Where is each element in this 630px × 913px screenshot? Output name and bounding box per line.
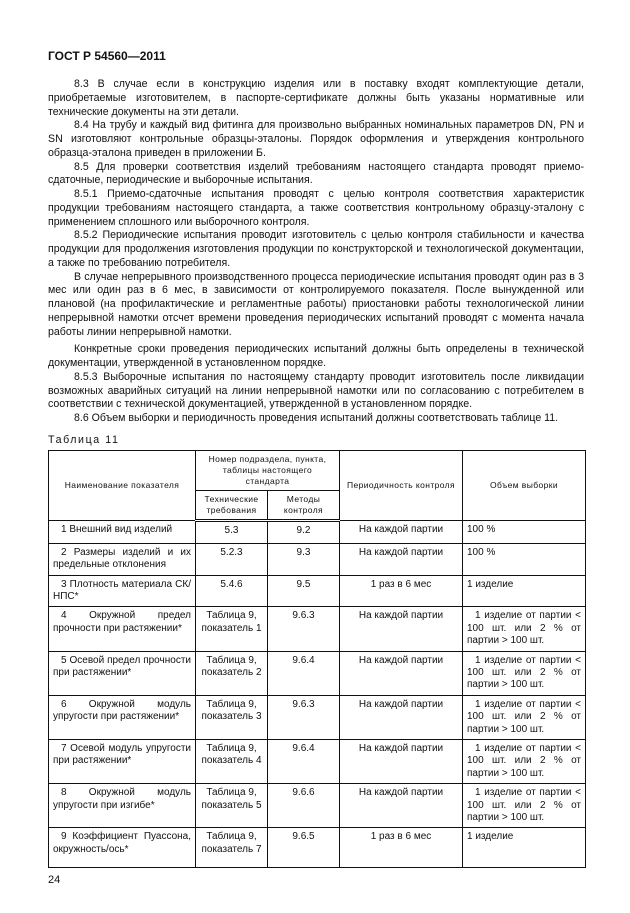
cell-name: 7 Осевой модуль упругости при растяжении* <box>49 740 196 784</box>
cell-sample: 1 изделие от партии < 100 шт. или 2 % от партии > 100 шт. <box>463 784 586 828</box>
cell-sample: 100 % <box>463 543 586 575</box>
paragraph-continuous-process: В случае непрерывного производственного процесса периодические испытания проводят один раз в 3 мес или один раз в 6 мес, в зависимости от контролируемого показателя. После вынужденной или плановой (на профилактические и регламентные работы) приостановки работы технологической линии непрерывной намотки отсчет времени проведения периодических испытаний проводят с момента начала работы линии непрерывной намотки. <box>48 270 584 338</box>
cell-name: 5 Осевой предел прочности при растяжении* <box>49 651 196 695</box>
cell-name: 3 Плотность материала СК/НПС* <box>49 575 196 607</box>
cell-tech-req: Таблица 9, показатель 4 <box>196 740 268 784</box>
cell-method: 9.5 <box>268 575 340 607</box>
table-row <box>49 543 586 575</box>
table-row <box>49 784 586 828</box>
paragraph-8-5-3: 8.5.3 Выборочные испытания по настоящему стандарту проводит изготовитель после ликвидации возможных аварийных ситуаций на линии непрерывной намотки или по согласованию с потребителем в соответствии с технической документацией, утвержденной в установленном порядке. <box>48 370 584 411</box>
page-number: 24 <box>48 874 61 887</box>
cell-method: 9.2 <box>268 520 340 543</box>
header-sample: Объем выборки <box>463 450 586 520</box>
cell-method: 9.6.3 <box>268 695 340 739</box>
cell-name: 6 Окружной модуль упругости при растяжении* <box>49 695 196 739</box>
header-periodicity: Периодичность контроля <box>340 450 463 520</box>
cell-periodicity: На каждой партии <box>340 607 463 651</box>
table-row <box>49 575 586 607</box>
table-row <box>49 607 586 651</box>
cell-method: 9.6.4 <box>268 740 340 784</box>
cell-sample: 1 изделие <box>463 575 586 607</box>
cell-tech-req: Таблица 9, показатель 5 <box>196 784 268 828</box>
table-row <box>49 740 586 784</box>
cell-name: 9 Коэффициент Пуассона, окружность/ось* <box>49 828 196 868</box>
paragraph-8-6: 8.6 Объем выборки и периодичность проведения испытаний должны соответствовать таблице 11. <box>74 412 559 424</box>
table-row <box>49 828 586 868</box>
cell-name: 1 Внешний вид изделий <box>49 520 196 543</box>
table-row <box>49 520 586 543</box>
cell-name: 8 Окружной модуль упругости при изгибе* <box>49 784 196 828</box>
header-section-group: Номер подраздела, пункта, таблицы настоящего стандарта <box>196 450 340 490</box>
cell-sample: 1 изделие от партии < 100 шт. или 2 % от партии > 100 шт. <box>463 607 586 651</box>
cell-name: 2 Размеры изделий и их предельные отклонения <box>49 543 196 575</box>
paragraph-8-5: 8.5 Для проверки соответствия изделий требованиям настоящего стандарта проводят приемо-сдаточные, периодические и выборочные испытания. <box>48 160 584 187</box>
cell-periodicity: На каждой партии <box>340 543 463 575</box>
header-methods: Методы контроля <box>268 490 340 520</box>
cell-tech-req: 5.4.6 <box>196 575 268 607</box>
header-tech-req: Технические требования <box>196 490 268 520</box>
cell-tech-req: Таблица 9, показатель 3 <box>196 695 268 739</box>
cell-sample: 1 изделие от партии < 100 шт. или 2 % от партии > 100 шт. <box>463 695 586 739</box>
table-row <box>49 651 586 695</box>
cell-sample: 1 изделие <box>463 828 586 868</box>
paragraph-8-3: 8.3 В случае если в конструкцию изделия или в поставку входят комплектующие детали, приобретаемые изготовителем, в паспорте-сертификате должны быть указаны нормативные или технические документы на эти детали. <box>48 78 584 118</box>
cell-method: 9.3 <box>268 543 340 575</box>
cell-periodicity: 1 раз в 6 мес <box>340 575 463 607</box>
cell-method: 9.6.4 <box>268 651 340 695</box>
cell-periodicity: На каждой партии <box>340 651 463 695</box>
cell-method: 9.6.3 <box>268 607 340 651</box>
cell-periodicity: На каждой партии <box>340 784 463 828</box>
cell-sample: 1 изделие от партии < 100 шт. или 2 % от партии > 100 шт. <box>463 651 586 695</box>
cell-tech-req: Таблица 9, показатель 1 <box>196 607 268 651</box>
cell-periodicity: 1 раз в 6 мес <box>340 828 463 868</box>
cell-method: 9.6.5 <box>268 828 340 868</box>
cell-tech-req: Таблица 9, показатель 2 <box>196 651 268 695</box>
cell-tech-req: 5.3 <box>196 520 268 543</box>
cell-periodicity: На каждой партии <box>340 740 463 784</box>
paragraph-test-terms: Конкретные сроки проведения периодических испытаний должны быть определены в технической документации, утвержденной в установленном порядке. <box>48 343 584 369</box>
header-name: Наименование показателя <box>49 450 196 520</box>
cell-sample: 1 изделие от партии < 100 шт. или 2 % от партии > 100 шт. <box>463 740 586 784</box>
cell-periodicity: На каждой партии <box>340 520 463 543</box>
cell-tech-req: 5.2.3 <box>196 543 268 575</box>
cell-sample: 100 % <box>463 520 586 543</box>
cell-method: 9.6.6 <box>268 784 340 828</box>
table-row <box>49 695 586 739</box>
document-header: ГОСТ Р 54560—2011 <box>48 49 166 63</box>
table-caption: Таблица 11 <box>48 433 120 446</box>
paragraph-8-5-2: 8.5.2 Периодические испытания проводит изготовитель с целью контроля стабильности и качества продукции для продолжения изготовления продукции по конструкторской и технологической документации, а также по требованию потребителя. <box>48 229 584 269</box>
table-11 <box>48 450 586 869</box>
paragraph-8-4: 8.4 На трубу и каждый вид фитинга для произвольно выбранных номинальных параметров DN, PN и SN изготовляют контрольные образцы-эталоны. Порядок оформления и утверждения контрольного образца-эталона приведен в приложении Б. <box>48 119 584 159</box>
cell-periodicity: На каждой партии <box>340 695 463 739</box>
body-text <box>48 78 584 426</box>
cell-name: 4 Окружной предел прочности при растяжении* <box>49 607 196 651</box>
paragraph-8-5-1: 8.5.1 Приемо-сдаточные испытания проводят с целью контроля соответствия характеристик продукции требованиям настоящего стандарта, а также соответствия контрольному образцу-эталону с применением сплошного или выборочного контроля. <box>48 188 584 228</box>
cell-tech-req: Таблица 9, показатель 7 <box>196 828 268 868</box>
